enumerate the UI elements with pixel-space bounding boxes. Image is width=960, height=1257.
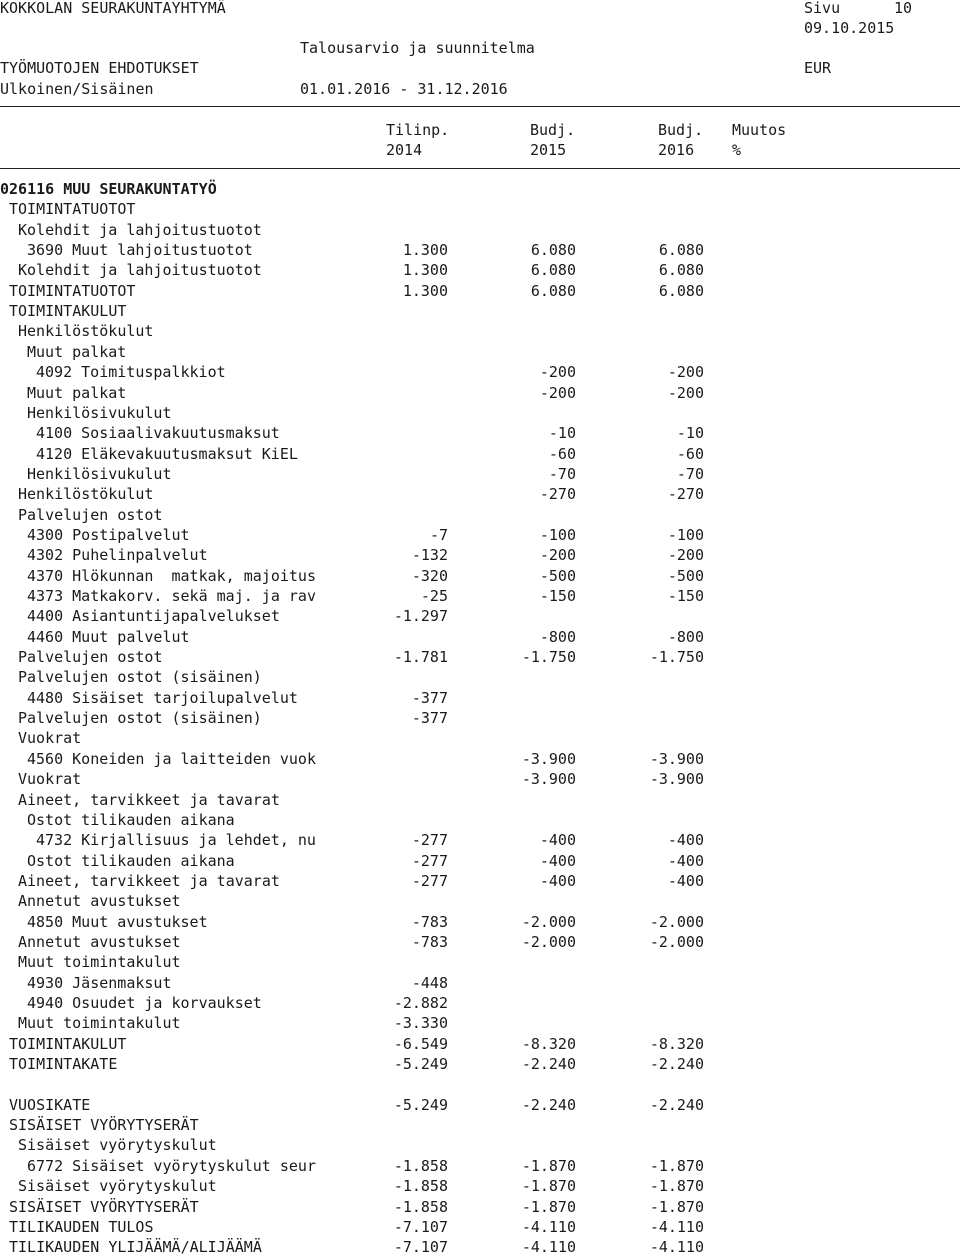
row-label: 4302 Puhelinpalvelut	[27, 546, 208, 564]
value-budj-2015: -150	[539, 587, 576, 605]
row-label: 4373 Matkakorv. sekä maj. ja rav	[27, 587, 316, 605]
value-budj-2016: 6.080	[658, 241, 704, 259]
col-budj-2015-year: 2015	[530, 141, 567, 159]
row-label: 4560 Koneiden ja laitteiden vuok	[27, 750, 316, 768]
value-budj-2015: -2.240	[521, 1055, 576, 1073]
row-label: VUOSIKATE	[9, 1096, 91, 1114]
value-budj-2015: -8.320	[521, 1035, 576, 1053]
value-budj-2016: -60	[676, 445, 704, 463]
row-label: TOIMINTAKATE	[9, 1055, 118, 1073]
header-rule	[0, 106, 960, 107]
page-label: Sivu	[804, 0, 841, 17]
value-tilinp-2014: -1.858	[393, 1157, 448, 1175]
row-label: 026116 MUU SEURAKUNTATYÖ	[0, 180, 217, 198]
row-label: Sisäiset vyörytyskulut	[18, 1177, 217, 1195]
row-label: TILIKAUDEN TULOS	[9, 1218, 154, 1236]
value-tilinp-2014: -6.549	[393, 1035, 448, 1053]
value-budj-2016: -8.320	[649, 1035, 704, 1053]
row-label: TOIMINTATUOTOT	[9, 282, 136, 300]
value-budj-2015: -70	[548, 465, 576, 483]
value-budj-2016: -1.870	[649, 1157, 704, 1175]
value-tilinp-2014: -25	[420, 587, 448, 605]
value-budj-2015: -1.870	[521, 1198, 576, 1216]
value-budj-2016: -2.240	[649, 1096, 704, 1114]
value-budj-2015: -2.000	[521, 933, 576, 951]
value-budj-2016: -4.110	[649, 1238, 704, 1256]
scope: Ulkoinen/Sisäinen	[0, 80, 154, 98]
row-label: TOIMINTAKULUT	[9, 1035, 127, 1053]
value-tilinp-2014: -783	[411, 933, 448, 951]
value-budj-2016: -200	[667, 384, 704, 402]
row-label: Palvelujen ostot (sisäinen)	[18, 668, 262, 686]
value-budj-2016: -4.110	[649, 1218, 704, 1236]
value-budj-2015: -4.110	[521, 1238, 576, 1256]
value-budj-2016: -3.900	[649, 750, 704, 768]
row-label: Palvelujen ostot	[18, 648, 163, 666]
row-label: Kolehdit ja lahjoitustuotot	[18, 261, 262, 279]
value-budj-2015: -100	[539, 526, 576, 544]
value-budj-2016: -2.240	[649, 1055, 704, 1073]
value-tilinp-2014: -5.249	[393, 1055, 448, 1073]
value-tilinp-2014: 1.300	[402, 241, 448, 259]
row-label: Aineet, tarvikkeet ja tavarat	[18, 872, 280, 890]
value-budj-2016: -400	[667, 852, 704, 870]
row-label: Annetut avustukset	[18, 933, 181, 951]
value-budj-2016: -2.000	[649, 933, 704, 951]
col-muutos-title: Muutos	[732, 121, 787, 139]
value-budj-2015: -800	[539, 628, 576, 646]
period: 01.01.2016 - 31.12.2016	[300, 80, 508, 98]
row-label: Muut palkat	[27, 384, 127, 402]
value-tilinp-2014: -377	[411, 709, 448, 727]
value-budj-2015: -2.000	[521, 913, 576, 931]
value-budj-2016: -100	[667, 526, 704, 544]
row-label: 4300 Postipalvelut	[27, 526, 190, 544]
value-budj-2016: -400	[667, 831, 704, 849]
row-label: TILIKAUDEN YLIJÄÄMÄ/ALIJÄÄMÄ	[9, 1238, 262, 1256]
value-budj-2015: -60	[548, 445, 576, 463]
row-label: 3690 Muut lahjoitustuotot	[27, 241, 253, 259]
value-tilinp-2014: -7.107	[393, 1238, 448, 1256]
value-budj-2016: -70	[676, 465, 704, 483]
value-budj-2015: -400	[539, 831, 576, 849]
row-label: Henkilösivukulut	[27, 404, 172, 422]
row-label: Henkilösivukulut	[27, 465, 172, 483]
row-label: 4850 Muut avustukset	[27, 913, 208, 931]
row-label: TOIMINTATUOTOT	[9, 200, 136, 218]
col-tilinp-2014-title: Tilinp.	[386, 121, 450, 139]
row-label: 4100 Sosiaalivakuutusmaksut	[36, 424, 280, 442]
row-label: Palvelujen ostot (sisäinen)	[18, 709, 262, 727]
row-label: 4400 Asiantuntijapalvelukset	[27, 607, 280, 625]
row-label: 4120 Eläkevakuutusmaksut KiEL	[36, 445, 298, 463]
value-budj-2016: -1.870	[649, 1177, 704, 1195]
value-budj-2016: -150	[667, 587, 704, 605]
value-budj-2015: -10	[548, 424, 576, 442]
report-subtitle: TYÖMUOTOJEN EHDOTUKSET	[0, 59, 199, 77]
value-budj-2015: 6.080	[530, 241, 576, 259]
value-budj-2015: -500	[539, 567, 576, 585]
row-label: Palvelujen ostot	[18, 506, 163, 524]
value-budj-2015: 6.080	[530, 261, 576, 279]
value-budj-2015: -400	[539, 872, 576, 890]
value-budj-2015: -1.870	[521, 1177, 576, 1195]
page-number: 10	[894, 0, 913, 17]
value-tilinp-2014: -277	[411, 852, 448, 870]
value-tilinp-2014: -448	[411, 974, 448, 992]
org-name: KOKKOLAN SEURAKUNTAYHTYMÄ	[0, 0, 226, 17]
value-budj-2016: -270	[667, 485, 704, 503]
row-label: 4370 Hlökunnan matkak, majoitus	[27, 567, 316, 585]
value-budj-2016: -500	[667, 567, 704, 585]
row-label: Muut palkat	[27, 343, 127, 361]
value-budj-2016: -400	[667, 872, 704, 890]
row-label: Annetut avustukset	[18, 892, 181, 910]
value-budj-2015: -1.870	[521, 1157, 576, 1175]
value-budj-2015: -200	[539, 384, 576, 402]
row-label: 4940 Osuudet ja korvaukset	[27, 994, 262, 1012]
row-label: 4732 Kirjallisuus ja lehdet, nu	[36, 831, 316, 849]
value-budj-2015: -1.750	[521, 648, 576, 666]
row-label: 4092 Toimituspalkkiot	[36, 363, 226, 381]
value-budj-2016: -1.870	[649, 1198, 704, 1216]
row-label: 4480 Sisäiset tarjoilupalvelut	[27, 689, 298, 707]
value-budj-2016: 6.080	[658, 261, 704, 279]
value-tilinp-2014: -1.858	[393, 1198, 448, 1216]
col-budj-2015-title: Budj.	[530, 121, 576, 139]
value-budj-2016: -3.900	[649, 770, 704, 788]
row-label: Muut toimintakulut	[18, 953, 181, 971]
row-label: Ostot tilikauden aikana	[27, 852, 235, 870]
value-tilinp-2014: -7.107	[393, 1218, 448, 1236]
value-budj-2015: -2.240	[521, 1096, 576, 1114]
col-budj-2016-title: Budj.	[658, 121, 704, 139]
value-budj-2016: -10	[676, 424, 704, 442]
value-tilinp-2014: -3.330	[393, 1014, 448, 1032]
row-label: Ostot tilikauden aikana	[27, 811, 235, 829]
row-label: SISÄISET VYÖRYTYSERÄT	[9, 1198, 199, 1216]
report-date: 09.10.2015	[804, 19, 895, 37]
value-tilinp-2014: 1.300	[402, 261, 448, 279]
value-tilinp-2014: -1.781	[393, 648, 448, 666]
row-label: Vuokrat	[18, 729, 82, 747]
row-label: Aineet, tarvikkeet ja tavarat	[18, 791, 280, 809]
value-budj-2015: -200	[539, 363, 576, 381]
value-budj-2016: 6.080	[658, 282, 704, 300]
value-budj-2015: -400	[539, 852, 576, 870]
value-tilinp-2014: -277	[411, 872, 448, 890]
col-budj-2016-year: 2016	[658, 141, 695, 159]
col-muutos-percent: %	[732, 141, 742, 159]
row-label: 6772 Sisäiset vyörytyskulut seur	[27, 1157, 316, 1175]
value-tilinp-2014: -1.858	[393, 1177, 448, 1195]
column-rule	[0, 168, 960, 169]
row-label: 4930 Jäsenmaksut	[27, 974, 172, 992]
value-budj-2015: -270	[539, 485, 576, 503]
value-tilinp-2014: -5.249	[393, 1096, 448, 1114]
currency: EUR	[804, 59, 832, 77]
row-label: Sisäiset vyörytyskulut	[18, 1136, 217, 1154]
value-budj-2016: -200	[667, 363, 704, 381]
row-label: Henkilöstökulut	[18, 322, 154, 340]
value-budj-2015: 6.080	[530, 282, 576, 300]
value-budj-2015: -3.900	[521, 750, 576, 768]
value-tilinp-2014: 1.300	[402, 282, 448, 300]
value-budj-2016: -800	[667, 628, 704, 646]
report-title: Talousarvio ja suunnitelma	[300, 39, 535, 57]
value-budj-2016: -2.000	[649, 913, 704, 931]
value-tilinp-2014: -277	[411, 831, 448, 849]
value-tilinp-2014: -132	[411, 546, 448, 564]
row-label: SISÄISET VYÖRYTYSERÄT	[9, 1116, 199, 1134]
value-tilinp-2014: -7	[429, 526, 448, 544]
value-budj-2015: -4.110	[521, 1218, 576, 1236]
row-label: TOIMINTAKULUT	[9, 302, 127, 320]
value-tilinp-2014: -1.297	[393, 607, 448, 625]
row-label: 4460 Muut palvelut	[27, 628, 190, 646]
value-tilinp-2014: -783	[411, 913, 448, 931]
value-tilinp-2014: -2.882	[393, 994, 448, 1012]
value-budj-2016: -1.750	[649, 648, 704, 666]
value-budj-2015: -3.900	[521, 770, 576, 788]
col-tilinp-2014-year: 2014	[386, 141, 423, 159]
row-label: Henkilöstökulut	[18, 485, 154, 503]
value-tilinp-2014: -320	[411, 567, 448, 585]
row-label: Kolehdit ja lahjoitustuotot	[18, 221, 262, 239]
row-label: Vuokrat	[18, 770, 82, 788]
value-tilinp-2014: -377	[411, 689, 448, 707]
value-budj-2016: -200	[667, 546, 704, 564]
value-budj-2015: -200	[539, 546, 576, 564]
row-label: Muut toimintakulut	[18, 1014, 181, 1032]
